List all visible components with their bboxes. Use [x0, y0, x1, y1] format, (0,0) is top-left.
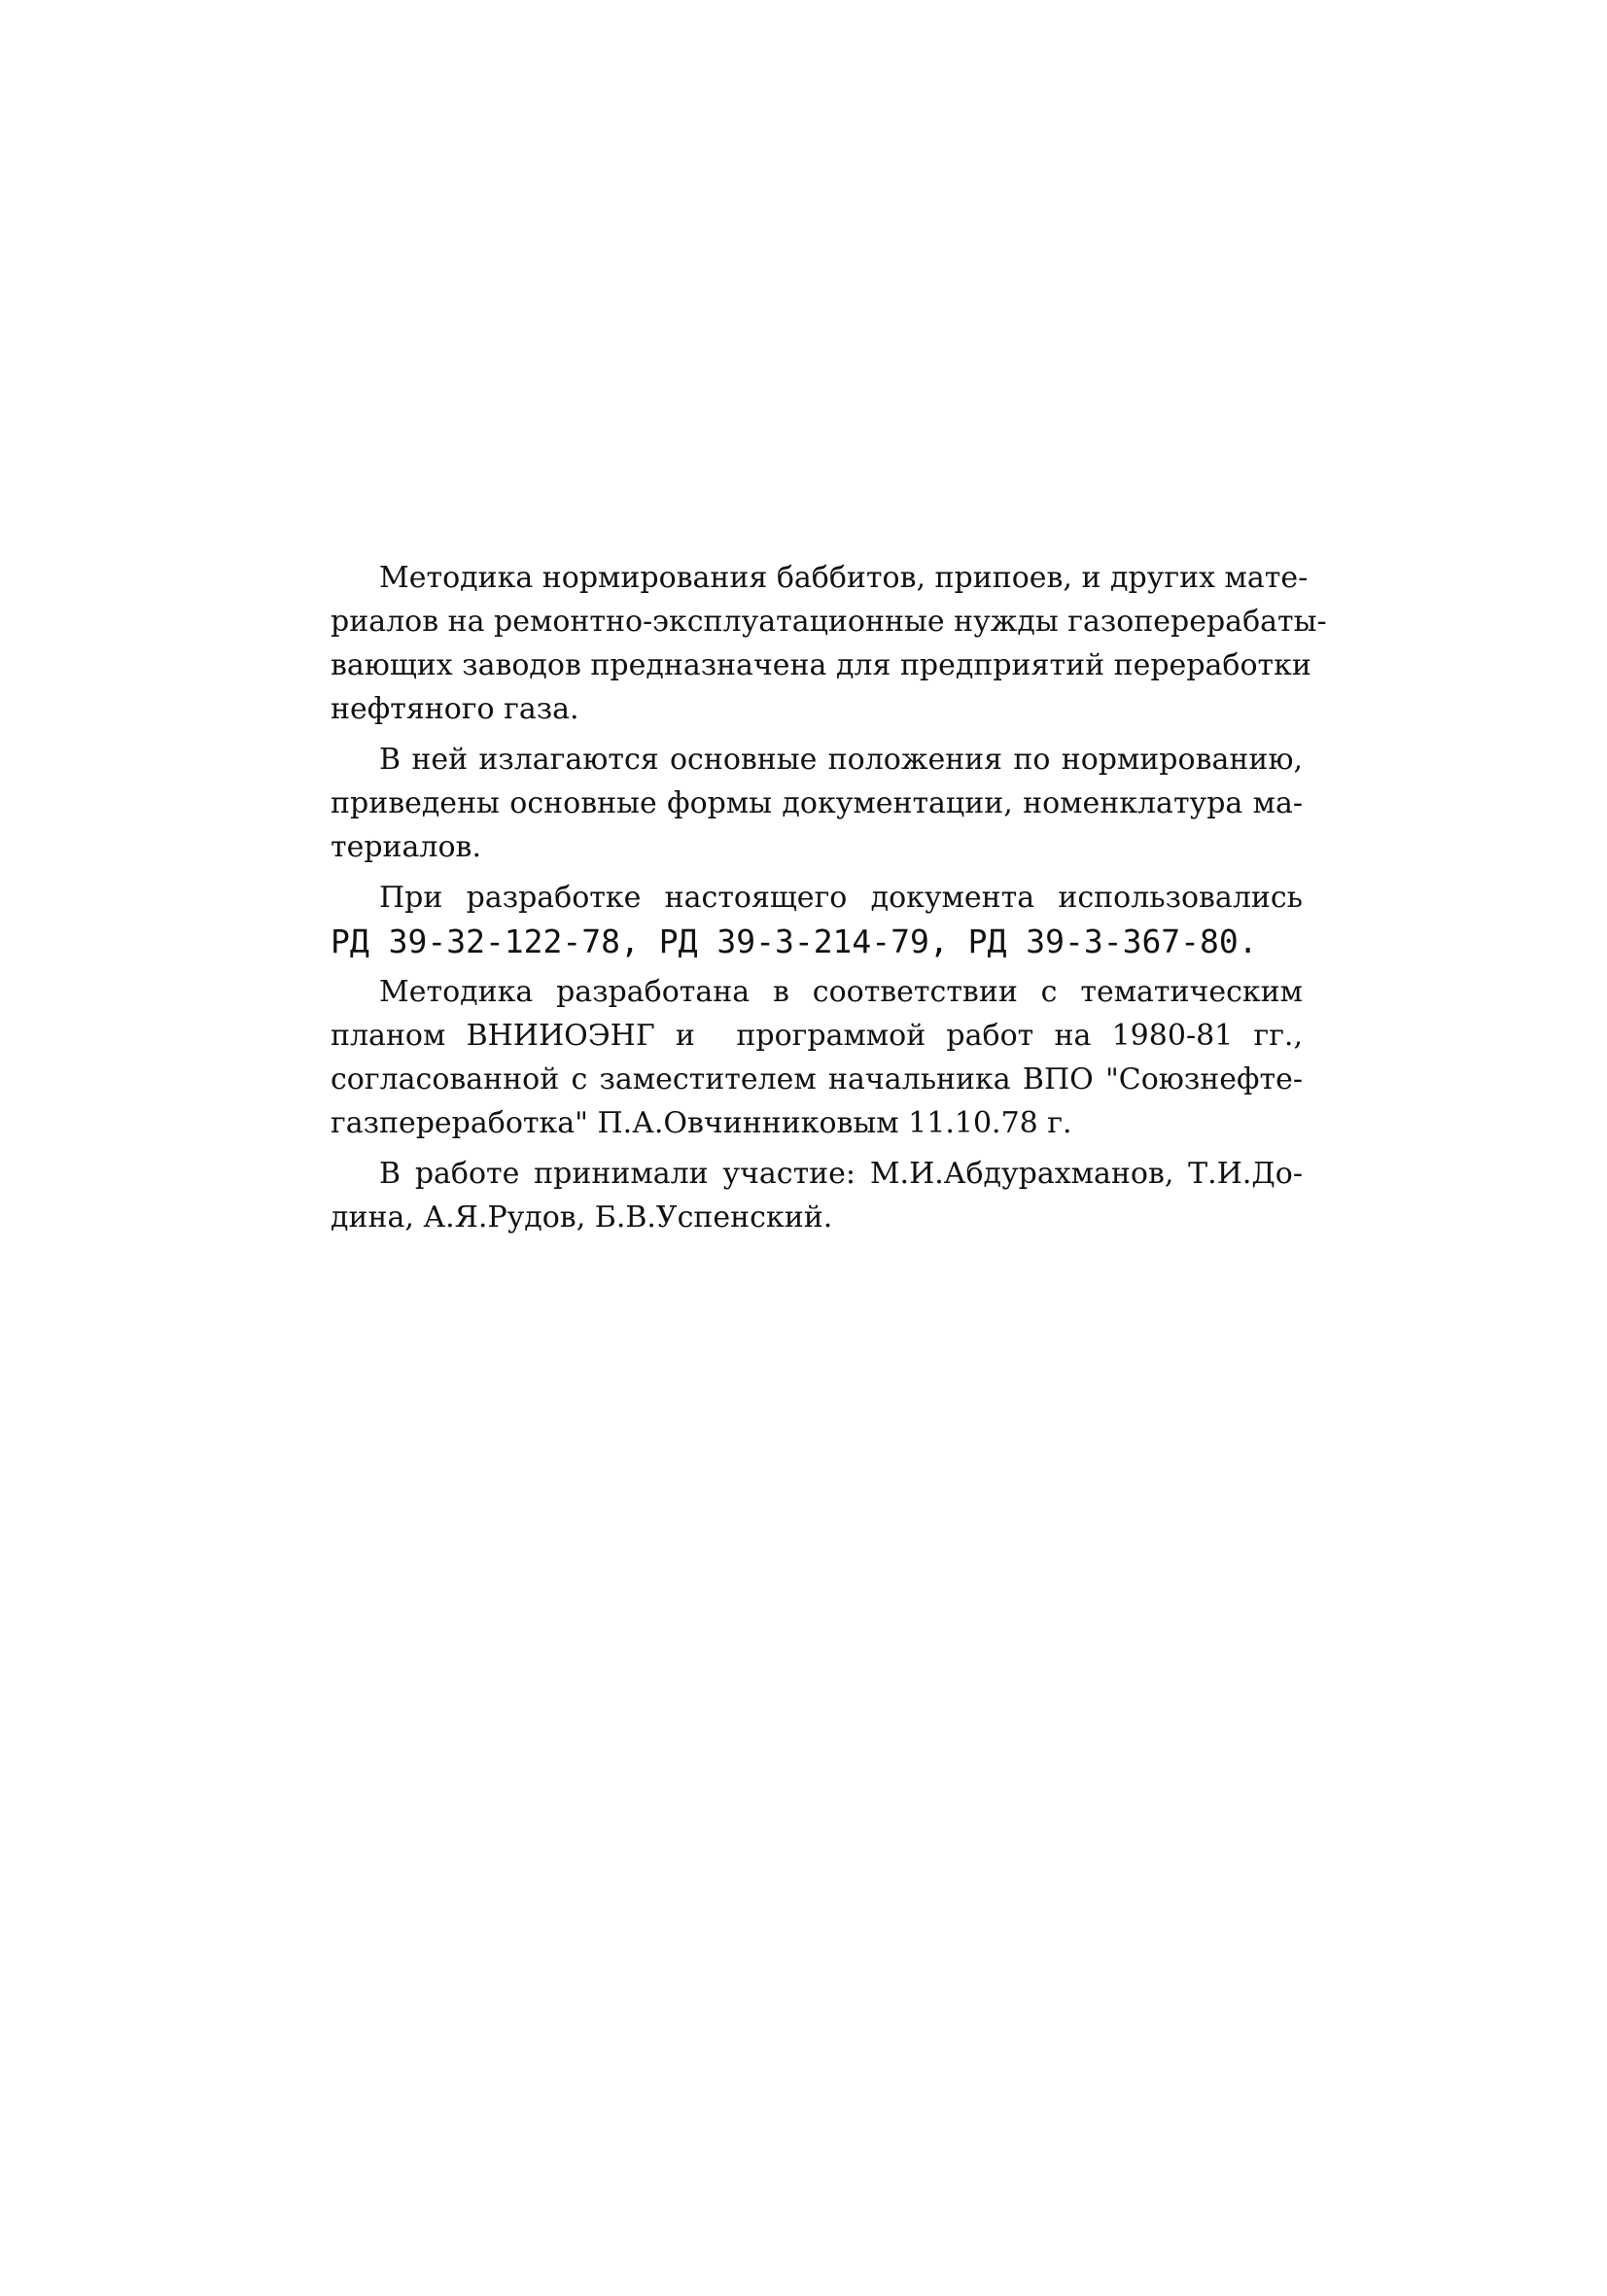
- text-line: газпереработка" П.А.Овчинниковым 11.10.78 г.: [331, 1106, 1072, 1140]
- paragraph-plan: [331, 970, 1303, 1145]
- text-line: согласованной с заместителем начальника ВПО "Союзнефте-: [331, 1062, 1303, 1096]
- text-line: В работе принимали участие: М.И.Абдурахманов, Т.И.До-: [379, 1157, 1303, 1191]
- text-line: В ней излагаются основные положения по нормированию,: [379, 743, 1303, 777]
- paragraph-contents: [331, 738, 1303, 869]
- text-line: Методика разработана в соответствии с тематическим: [379, 975, 1303, 1009]
- text-line: нефтяного газа.: [331, 692, 579, 726]
- document-text: [331, 556, 1327, 1239]
- text-line: дина, А.Я.Рудов, Б.В.Успенский.: [331, 1200, 833, 1235]
- paragraph-references: [331, 876, 1303, 963]
- text-line: приведены основные формы документации, номенклатура ма-: [331, 786, 1303, 820]
- text-line-references: РД 39-32-122-78, РД 39-3-214-79, РД 39-3-367-80.: [331, 922, 1258, 960]
- text-line: Методика нормирования баббитов, припоев, и других мате-: [379, 561, 1309, 595]
- text-line: вающих заводов предназначена для предприятий переработки: [331, 648, 1311, 682]
- text-line: териалов.: [331, 830, 481, 864]
- paragraph-authors: [331, 1152, 1303, 1239]
- paragraph-purpose: [331, 556, 1327, 731]
- text-line: риалов на ремонтно-эксплуатационные нужды газоперерабаты-: [331, 605, 1327, 639]
- text-line: При разработке настоящего документа использовались: [379, 881, 1303, 915]
- text-line: планом ВНИИОЭНГ и программой работ на 1980-81 гг.,: [331, 1019, 1303, 1053]
